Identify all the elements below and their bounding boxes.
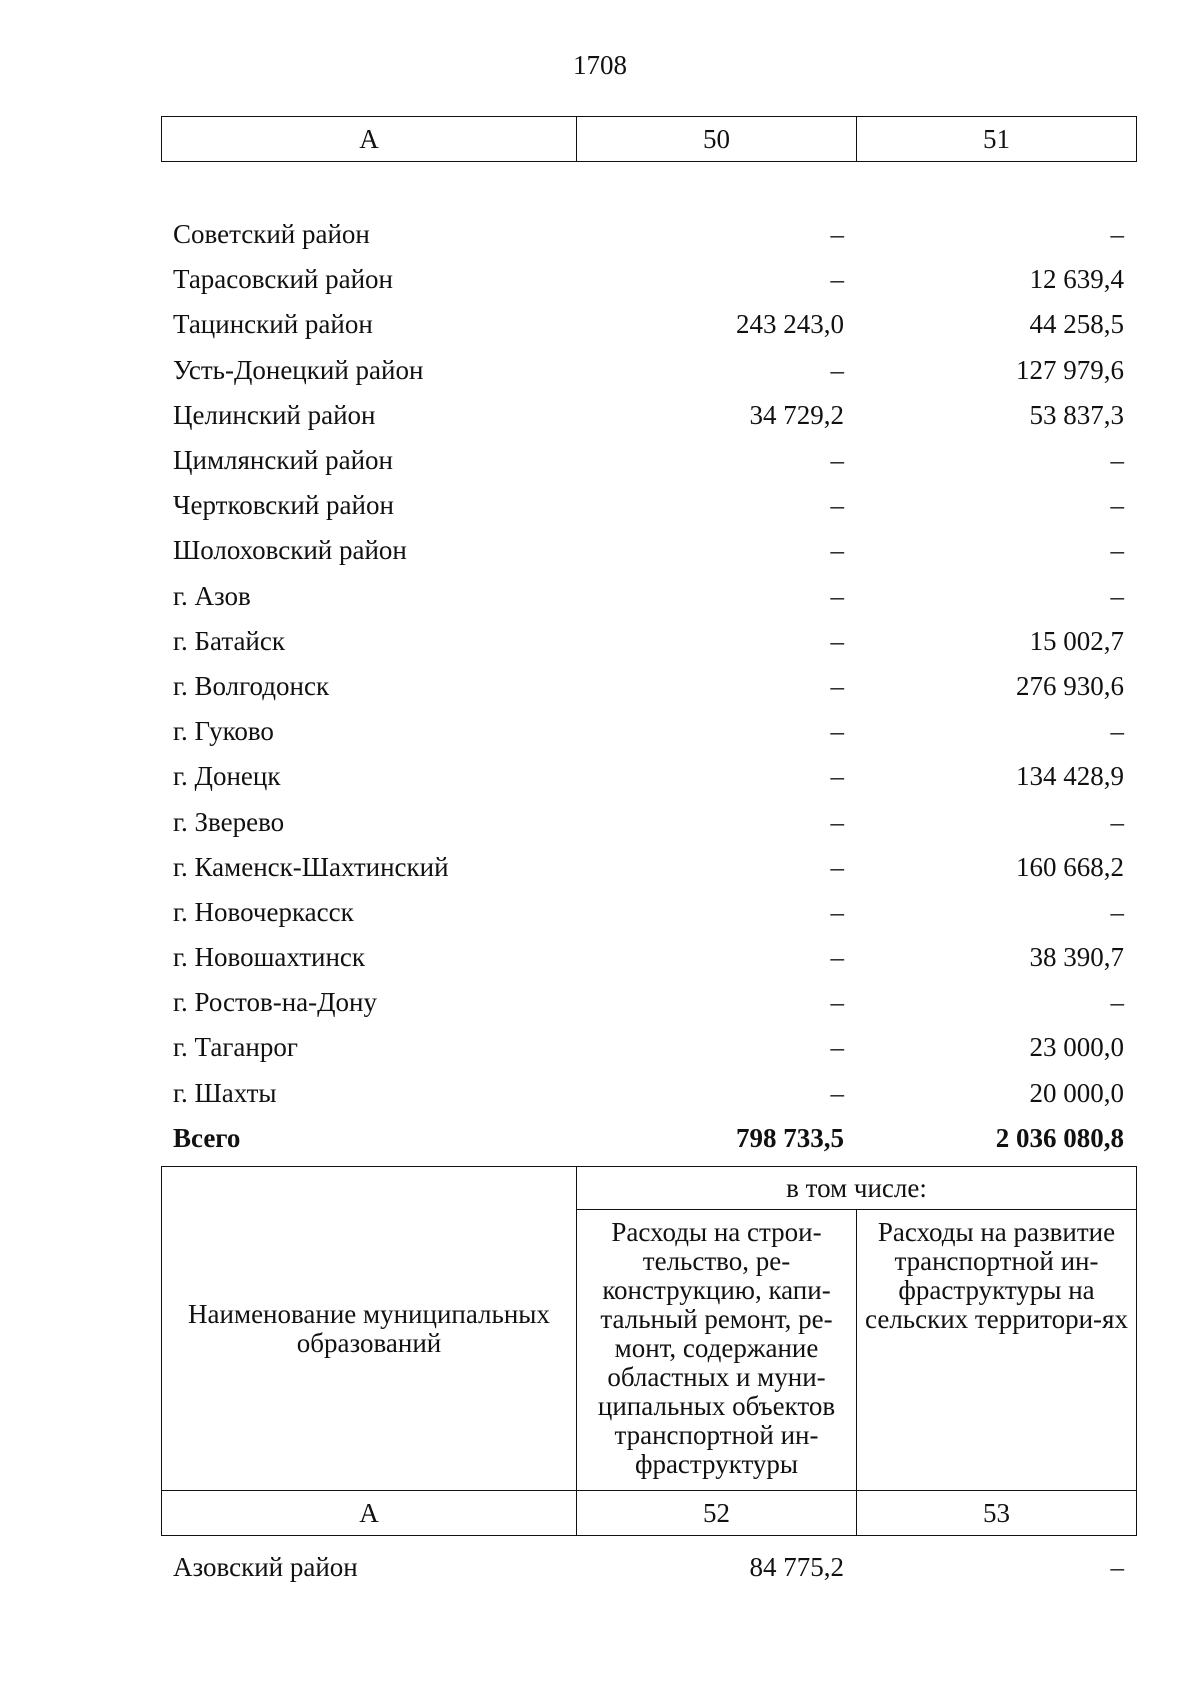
municipality-name: г. Азов (173, 580, 251, 611)
municipality-name: Целинский район (173, 399, 376, 430)
value-cell-1: – (830, 354, 844, 385)
table-row (161, 212, 1136, 257)
table-header-top (161, 116, 1137, 162)
value-cell-2: 2 036 080,8 (995, 1122, 1124, 1153)
value-cell-1: – (830, 219, 844, 250)
table-body-bottom (161, 1545, 1136, 1590)
table-row (161, 754, 1136, 799)
table-row (161, 664, 1136, 709)
value-cell-1: – (830, 1032, 844, 1063)
table-row (161, 709, 1136, 754)
municipality-name: г. Батайск (173, 625, 285, 656)
table-row (161, 438, 1136, 483)
municipality-name: Азовский район (173, 1552, 358, 1583)
value-cell-2: 44 258,5 (1029, 309, 1124, 340)
value-cell-1: 243 243,0 (736, 309, 844, 340)
table-row (161, 980, 1136, 1025)
value-cell-1: – (830, 987, 844, 1018)
value-cell-2: 127 979,6 (1016, 354, 1124, 385)
value-cell-2: 276 930,6 (1016, 670, 1124, 701)
value-cell-2: 23 000,0 (1029, 1032, 1124, 1063)
table-row (161, 1545, 1136, 1590)
header-col-a: А (162, 117, 577, 162)
municipality-name: Шолоховский район (173, 535, 407, 566)
table-row (161, 1071, 1136, 1116)
municipality-name: г. Каменск-Шахтинский (173, 851, 449, 882)
municipality-name: г. Шахты (173, 1077, 277, 1108)
value-cell-2: – (1110, 806, 1124, 837)
municipality-name: г. Таганрог (173, 1032, 298, 1063)
value-cell-1: – (830, 670, 844, 701)
municipality-name: г. Новошахтинск (173, 942, 365, 973)
value-cell-1: – (830, 625, 844, 656)
table-body-top (161, 212, 1136, 1161)
value-cell-2: 12 639,4 (1029, 264, 1124, 295)
table-row (161, 348, 1136, 393)
page-number: 1708 (573, 50, 627, 80)
municipality-name: Цимлянский район (173, 445, 394, 476)
municipality-name: г. Донецк (173, 761, 281, 792)
header-name-column: Наименование муниципальных образований (162, 1167, 577, 1491)
municipality-name: Усть-Донецкий район (173, 354, 424, 385)
value-cell-2: – (1110, 987, 1124, 1018)
header-col-53: 53 (857, 1491, 1137, 1536)
value-cell-2: – (1110, 896, 1124, 927)
table-row (161, 935, 1136, 980)
municipality-name: г. Новочеркасск (173, 896, 354, 927)
value-cell-2: 20 000,0 (1029, 1077, 1124, 1108)
value-cell-1: – (830, 1077, 844, 1108)
value-cell-1: 34 729,2 (749, 399, 844, 430)
value-cell-1: – (830, 942, 844, 973)
value-cell-1: – (830, 806, 844, 837)
table-row (161, 257, 1136, 302)
header-col-52: 52 (577, 1491, 857, 1536)
value-cell-2: – (1110, 535, 1124, 566)
table-row (161, 1025, 1136, 1070)
value-cell-2: 38 390,7 (1029, 942, 1124, 973)
table-row (161, 528, 1136, 573)
value-cell-2: 134 428,9 (1016, 761, 1124, 792)
municipality-name: г. Гуково (173, 716, 274, 747)
value-cell-1: – (830, 851, 844, 882)
value-cell-2: – (1110, 445, 1124, 476)
municipality-name: Тарасовский район (173, 264, 393, 295)
municipality-name: г. Волгодонск (173, 670, 330, 701)
header-col-50: 50 (577, 117, 857, 162)
value-cell-1: 84 775,2 (749, 1552, 844, 1583)
value-cell-2: 15 002,7 (1029, 625, 1124, 656)
table-row (161, 799, 1136, 844)
value-cell-1: – (830, 896, 844, 927)
header-col-53-description: Расходы на развитие транспортной ин-фраструктуры на сельских территори-ях (857, 1210, 1137, 1491)
total-row (161, 1116, 1136, 1161)
value-cell-2: – (1110, 219, 1124, 250)
table-row (161, 845, 1136, 890)
value-cell-1: – (830, 580, 844, 611)
municipality-name: г. Ростов-на-Дону (173, 987, 378, 1018)
table-row (161, 393, 1136, 438)
table-row (161, 619, 1136, 664)
value-cell-1: 798 733,5 (736, 1122, 844, 1153)
header-group-label: в том числе: (577, 1167, 1137, 1210)
header-col-52-description: Расходы на строи-тельство, ре-конструкцию, капи-тальный ремонт, ре-монт, содержание областных и муни-ципальных объектов транспортной ин-фраструктуры (577, 1210, 857, 1491)
value-cell-1: – (830, 716, 844, 747)
value-cell-2: – (1110, 716, 1124, 747)
table-row (161, 890, 1136, 935)
municipality-name: Всего (173, 1122, 241, 1153)
value-cell-1: – (830, 445, 844, 476)
table-row (161, 574, 1136, 619)
value-cell-1: – (830, 535, 844, 566)
header-col-a: А (162, 1491, 577, 1536)
value-cell-2: 160 668,2 (1016, 851, 1124, 882)
municipality-name: Советский район (173, 219, 370, 250)
value-cell-2: – (1110, 490, 1124, 521)
value-cell-2: 53 837,3 (1029, 399, 1124, 430)
table-header-bottom (161, 1166, 1137, 1536)
header-col-51: 51 (857, 117, 1137, 162)
municipality-name: г. Зверево (173, 806, 285, 837)
municipality-name: Тацинский район (173, 309, 373, 340)
table-row (161, 483, 1136, 528)
table-row (161, 302, 1136, 347)
value-cell-1: – (830, 761, 844, 792)
value-cell-2: – (1110, 580, 1124, 611)
value-cell-2: – (1110, 1552, 1124, 1583)
value-cell-1: – (830, 490, 844, 521)
value-cell-1: – (830, 264, 844, 295)
municipality-name: Чертковский район (173, 490, 394, 521)
